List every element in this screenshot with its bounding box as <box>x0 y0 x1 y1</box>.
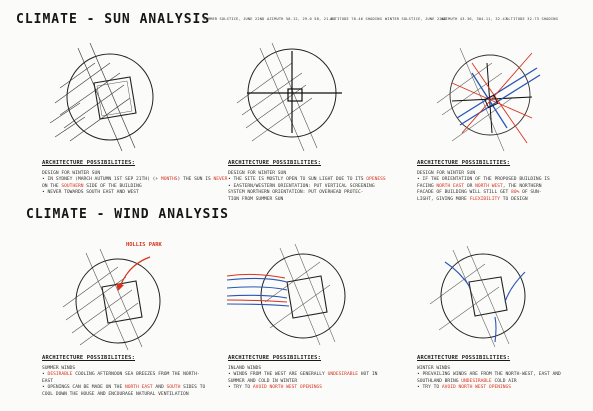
sun-sketch-2 <box>232 33 352 153</box>
note-text: SYSTEM NORTHERN ORIENTATION: PUT OVERHEAD PROTEC- <box>228 190 364 196</box>
highlight-text: AVOID NORTH WEST OPENINGS <box>252 385 323 391</box>
wind-sketch-2 <box>225 230 355 350</box>
note-text: SUMMER WINDS <box>42 365 76 371</box>
note-text: FACING <box>417 183 437 189</box>
site-plan-drawing <box>425 232 545 350</box>
notes-heading: ARCHITECTURE POSSIBILITIES: <box>417 160 511 166</box>
wind-notes-2 <box>228 355 377 392</box>
notes-heading: ARCHITECTURE POSSIBILITIES: <box>42 160 136 166</box>
notes-line <box>417 385 561 392</box>
summer-azimuth-note: AZIMUTH 58.12, 29.0 58, 21.65 <box>267 17 336 21</box>
notes-line <box>417 190 550 197</box>
site-plan-drawing <box>232 33 352 153</box>
note-text: • TRY TO <box>417 385 442 391</box>
winter-altitude-note: ALTITUDE 32.73 SHADING <box>506 17 558 21</box>
note-text: • <box>42 372 48 378</box>
notes-body <box>42 366 205 399</box>
notes-heading: ARCHITECTURE POSSIBILITIES: <box>417 355 511 361</box>
note-text: • THE SITE IS MOSTLY OPEN TO SUN LIGHT DUE TO ITS <box>228 177 367 183</box>
sun-sketch-1 <box>50 33 170 153</box>
highlight-text: NORTH EAST <box>124 385 153 391</box>
note-text: FACADE OF BUILDING WILL STILL GET <box>417 190 512 196</box>
highlight-text: NORTH WEST <box>475 183 503 189</box>
note-text: • TRY TO <box>228 385 253 391</box>
highlight-text: OPENESS <box>366 177 386 183</box>
sun-notes-1 <box>42 160 227 197</box>
note-text: DESIGN FOR WINTER SUN <box>417 170 476 176</box>
note-text: SOUTHLAND BRING <box>417 378 462 384</box>
note-text: LIGHT, GIVING MORE <box>417 196 470 202</box>
note-text: • NEVER TOWARDS SOUTH EAST AND WEST <box>42 190 139 196</box>
note-text: , THE NORTHERN <box>502 183 542 189</box>
notes-line <box>228 385 377 392</box>
notes-line <box>228 197 386 204</box>
site-plan-drawing <box>58 235 183 350</box>
wind-sketch-3 <box>425 232 545 350</box>
notes-line <box>417 197 550 204</box>
sun-notes-2 <box>228 160 386 204</box>
wind-notes-1 <box>42 355 205 399</box>
wind-sketch-1 <box>58 235 183 350</box>
highlight-text: NORTH EAST <box>436 183 465 189</box>
note-text: WINTER WINDS <box>417 365 451 371</box>
sun-sketch-3 <box>432 33 552 153</box>
note-text: HOT IN <box>358 372 378 378</box>
notes-body <box>228 366 377 392</box>
winter-solstice-note: WINTER SOLSTICE, JUNE 22ND <box>385 17 447 21</box>
site-plan-drawing <box>225 230 355 350</box>
highlight-text: FLEXIBILITY <box>469 196 500 202</box>
sun-analysis-title: CLIMATE - SUN ANALYSIS <box>16 12 211 27</box>
note-text: SIDE OF THE BUILDING <box>83 183 142 189</box>
notes-body <box>42 171 227 197</box>
notes-line <box>42 385 205 392</box>
note-text: EAST <box>42 378 54 384</box>
notes-body <box>228 171 386 204</box>
notes-line <box>417 372 561 379</box>
notes-heading: ARCHITECTURE POSSIBILITIES: <box>228 355 322 361</box>
note-text: SIDES TO <box>180 385 206 391</box>
site-plan-drawing <box>50 33 170 153</box>
note-text: • IN SYDNEY (MARCH AUTUMN 1ST SEP 21TH) (+ <box>42 177 161 183</box>
highlight-text: SOUTHERN <box>61 183 84 189</box>
highlight-text: 80% <box>511 190 520 196</box>
hollis-park-label: HOLLIS PARK <box>126 242 162 248</box>
notes-line <box>228 372 377 379</box>
note-text: ) THE SUN IS <box>177 177 214 183</box>
summer-altitude-note: ALTITUDE 78.46 SHADING <box>330 17 382 21</box>
highlight-text: MONTHS <box>160 177 178 183</box>
highlight-text: UNDESIRABLE <box>327 372 359 378</box>
summer-solstice-note: SUMMER SOLSTICE, JUNE 22ND <box>203 17 265 21</box>
notes-heading: ARCHITECTURE POSSIBILITIES: <box>42 355 136 361</box>
note-text: DESIGN FOR WINTER SUN <box>42 170 101 176</box>
note-text: • PREVAILING WINDS ARE FROM THE NORTH-WEST, EAST AND <box>417 372 561 378</box>
note-text: TO DESIGN <box>500 196 528 202</box>
wind-analysis-title: CLIMATE - WIND ANALYSIS <box>26 207 230 222</box>
note-text: OF SUN- <box>519 190 542 196</box>
notes-line <box>228 177 386 184</box>
note-text: DESIGN FOR WINTER SUN <box>228 170 287 176</box>
sun-notes-3 <box>417 160 550 204</box>
note-text: INLAND WINDS <box>228 365 262 371</box>
highlight-text: AVOID NORTH WEST OPENINGS <box>441 385 512 391</box>
notes-line <box>42 190 227 197</box>
note-text: SUMMER AND COLD IN WINTER <box>228 378 298 384</box>
highlight-text: UNDESIRABLE <box>461 378 492 384</box>
highlight-text: NEVER <box>213 177 228 183</box>
notes-line <box>42 372 205 379</box>
notes-line <box>42 392 205 399</box>
note-text: COOLING AFTERNOON SEA BREEZES FROM THE NORTH- <box>72 372 200 378</box>
note-text: • OPENINGS CAN BE MADE ON THE <box>42 385 125 391</box>
note-text: • EASTERN/WESTERN ORIENTATION: PUT VERTICAL SCREENING <box>228 183 375 189</box>
note-text: • WINDS FROM THE WEST ARE GENERALLY <box>228 372 328 378</box>
note-text: COOL DOWN THE HOUSE AND ENCOURAGE NATURAL VENTILATION <box>42 391 189 397</box>
notes-line <box>417 177 550 184</box>
notes-body <box>417 171 550 204</box>
notes-line <box>42 177 227 184</box>
note-text: COLD AIR <box>491 378 517 384</box>
notes-heading: ARCHITECTURE POSSIBILITIES: <box>228 160 322 166</box>
note-text: TION FROM SUMMER SUN <box>228 196 284 202</box>
note-text: ON THE <box>42 183 62 189</box>
note-text: • IF THE ORIENTATION OF THE PROPOSED BUILDING IS <box>417 177 550 183</box>
note-text: OR <box>464 183 476 189</box>
wind-notes-3 <box>417 355 561 392</box>
site-plan-drawing <box>432 33 552 153</box>
highlight-text: SOUTH <box>166 385 181 391</box>
highlight-text: DESIRABLE <box>47 372 73 378</box>
note-text: AND <box>152 385 167 391</box>
notes-body <box>417 366 561 392</box>
notes-line <box>228 190 386 197</box>
winter-azimuth-note: AZIMUTH 43.36, 304.11, 32.47 <box>441 17 508 21</box>
